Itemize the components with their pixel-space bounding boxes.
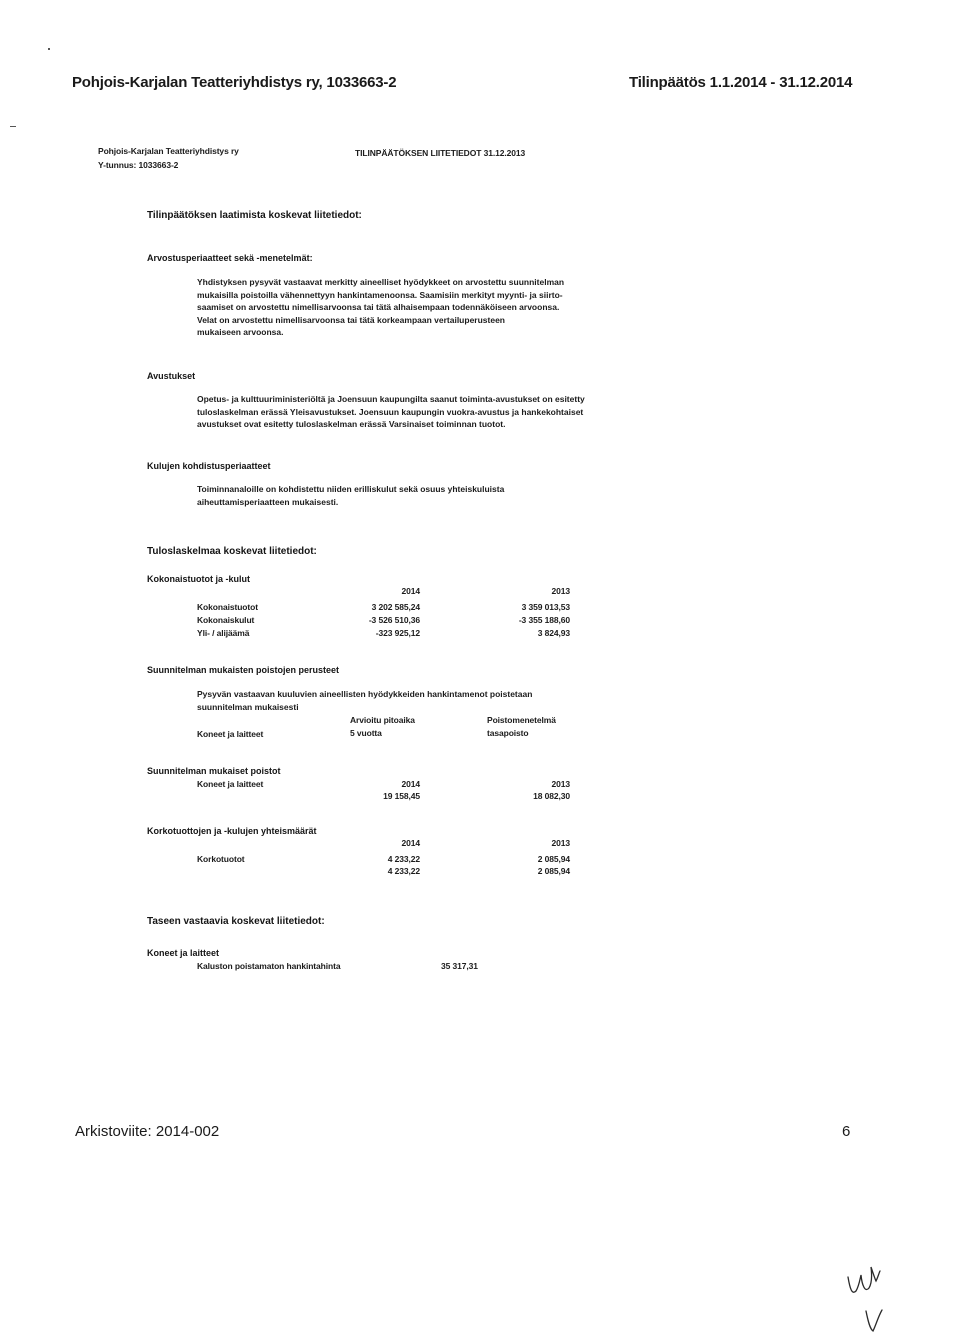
valuation-paragraph bbox=[197, 276, 564, 339]
doc-org-name: Pohjois-Karjalan Teatteriyhdistys ry bbox=[98, 146, 239, 156]
balance-machines-heading: Koneet ja laitteet bbox=[147, 948, 220, 958]
income-row-value-2014: -323 925,12 bbox=[375, 628, 420, 638]
doc-business-id: Y-tunnus: 1033663-2 bbox=[98, 160, 179, 170]
prep-heading: Tilinpäätöksen laatimista koskevat liitetiedot: bbox=[147, 210, 362, 221]
valuation-line: mukaisilla poistoilla vähennettyyn hankintamenoonsa. Saamisiin merkityt myynti- ja siirto- bbox=[197, 289, 563, 300]
income-row-value-2014: -3 526 510,36 bbox=[368, 615, 420, 625]
cost-line: Toiminnanaloille on kohdistettu niiden erilliskulut sekä osuus yhteiskuluista bbox=[197, 484, 505, 494]
balance-heading: Taseen vastaavia koskevat liitetiedot: bbox=[147, 916, 325, 927]
valuation-line: Velat on arvostettu nimellisarvoonsa tai tätä korkeampaan vertailuperusteen bbox=[197, 314, 506, 325]
income-row-value-2013: -3 355 188,60 bbox=[518, 615, 570, 625]
cost-allocation-paragraph bbox=[197, 483, 504, 508]
depreciation-basis-line: Pysyvän vastaavan kuuluvien aineellisten hyödykkeiden hankintamenot poistetaan bbox=[197, 689, 533, 699]
grants-line: tuloslaskelman erässä Yleisavustukset. Joensuun kaupungin vuokra-avustus ja hankekohtaiset bbox=[197, 406, 584, 417]
scan-speck bbox=[10, 126, 16, 127]
page-header-right: Tilinpäätös 1.1.2014 - 31.12.2014 bbox=[629, 74, 853, 91]
archive-reference: Arkistoviite: 2014-002 bbox=[75, 1123, 220, 1140]
grants-heading: Avustukset bbox=[147, 371, 196, 381]
income-row-value-2013: 3 824,93 bbox=[537, 628, 570, 638]
interest-row-value-2014: 4 233,22 bbox=[387, 854, 420, 864]
depreciation-year-2013: 2013 bbox=[551, 779, 570, 789]
depreciation-row-method: tasapoisto bbox=[487, 728, 529, 738]
grants-line: Opetus- ja kulttuuriministeriöltä ja Joensuun kaupungilta saanut toiminta-avustukset on esitetty bbox=[197, 394, 585, 404]
interest-heading: Korkotuottojen ja -kulujen yhteismäärät bbox=[147, 826, 317, 836]
income-year-2014: 2014 bbox=[401, 586, 420, 596]
valuation-line: mukaiseen arvoonsa. bbox=[197, 327, 284, 337]
interest-total-2013: 2 085,94 bbox=[537, 866, 570, 876]
depreciation-values-label: Koneet ja laitteet bbox=[197, 779, 264, 789]
interest-year-2014: 2014 bbox=[401, 838, 420, 848]
income-year-2013: 2013 bbox=[551, 586, 570, 596]
balance-row-value: 35 317,31 bbox=[441, 961, 478, 971]
grants-paragraph bbox=[197, 393, 585, 431]
interest-row-value-2013: 2 085,94 bbox=[537, 854, 570, 864]
income-row-label: Kokonaistuotot bbox=[197, 602, 258, 612]
cost-line: aiheuttamisperiaatteen mukaisesti. bbox=[197, 496, 339, 507]
valuation-line: saamiset on arvostettu nimellisarvoonsa tai tätä alhaisempaan todennäköiseen arvoonsa. bbox=[197, 302, 560, 312]
depreciation-year-2014: 2014 bbox=[401, 779, 420, 789]
cost-allocation-heading: Kulujen kohdistusperiaatteet bbox=[147, 461, 271, 471]
depreciation-basis-line: suunnitelman mukaisesti bbox=[197, 701, 299, 712]
depreciation-heading: Suunnitelman mukaiset poistot bbox=[147, 766, 281, 776]
depreciation-col-life: Arvioitu pitoaika bbox=[350, 715, 415, 725]
valuation-line: Yhdistyksen pysyvät vastaavat merkitty aineelliset hyödykkeet on arvostettu suunnitelman bbox=[197, 277, 565, 287]
depreciation-basis-heading: Suunnitelman mukaisten poistojen perusteet bbox=[147, 665, 340, 675]
balance-row-label: Kaluston poistamaton hankintahinta bbox=[197, 961, 341, 971]
depreciation-value-2013: 18 082,30 bbox=[533, 791, 570, 801]
scan-speck bbox=[48, 48, 50, 50]
depreciation-row-label: Koneet ja laitteet bbox=[197, 729, 264, 739]
depreciation-basis-paragraph bbox=[197, 688, 532, 713]
grants-line: avustukset ovat esitetty tuloslaskelman erässä Varsinaiset toiminnan tuotot. bbox=[197, 419, 506, 429]
interest-year-2013: 2013 bbox=[551, 838, 570, 848]
total-income-heading: Kokonaistuotot ja -kulut bbox=[147, 574, 250, 584]
income-row-value-2013: 3 359 013,53 bbox=[521, 602, 570, 612]
depreciation-value-2014: 19 158,45 bbox=[383, 791, 420, 801]
income-row-label: Kokonaiskulut bbox=[197, 615, 255, 625]
income-row-label: Yli- / alijäämä bbox=[197, 628, 250, 638]
interest-total-2014: 4 233,22 bbox=[387, 866, 420, 876]
depreciation-col-method: Poistomenetelmä bbox=[487, 715, 556, 725]
income-heading: Tuloslaskelmaa koskevat liitetiedot: bbox=[147, 546, 317, 557]
income-row-value-2014: 3 202 585,24 bbox=[371, 602, 420, 612]
page-header-left: Pohjois-Karjalan Teatteriyhdistys ry, 1033663-2 bbox=[72, 74, 397, 91]
handwritten-initials bbox=[842, 1255, 902, 1340]
doc-title: TILINPÄÄTÖKSEN LIITETIEDOT 31.12.2013 bbox=[355, 148, 526, 158]
depreciation-row-life: 5 vuotta bbox=[350, 728, 382, 738]
valuation-heading: Arvostusperiaatteet sekä -menetelmät: bbox=[147, 253, 313, 263]
page-number: 6 bbox=[842, 1123, 851, 1140]
interest-row-label: Korkotuotot bbox=[197, 854, 245, 864]
